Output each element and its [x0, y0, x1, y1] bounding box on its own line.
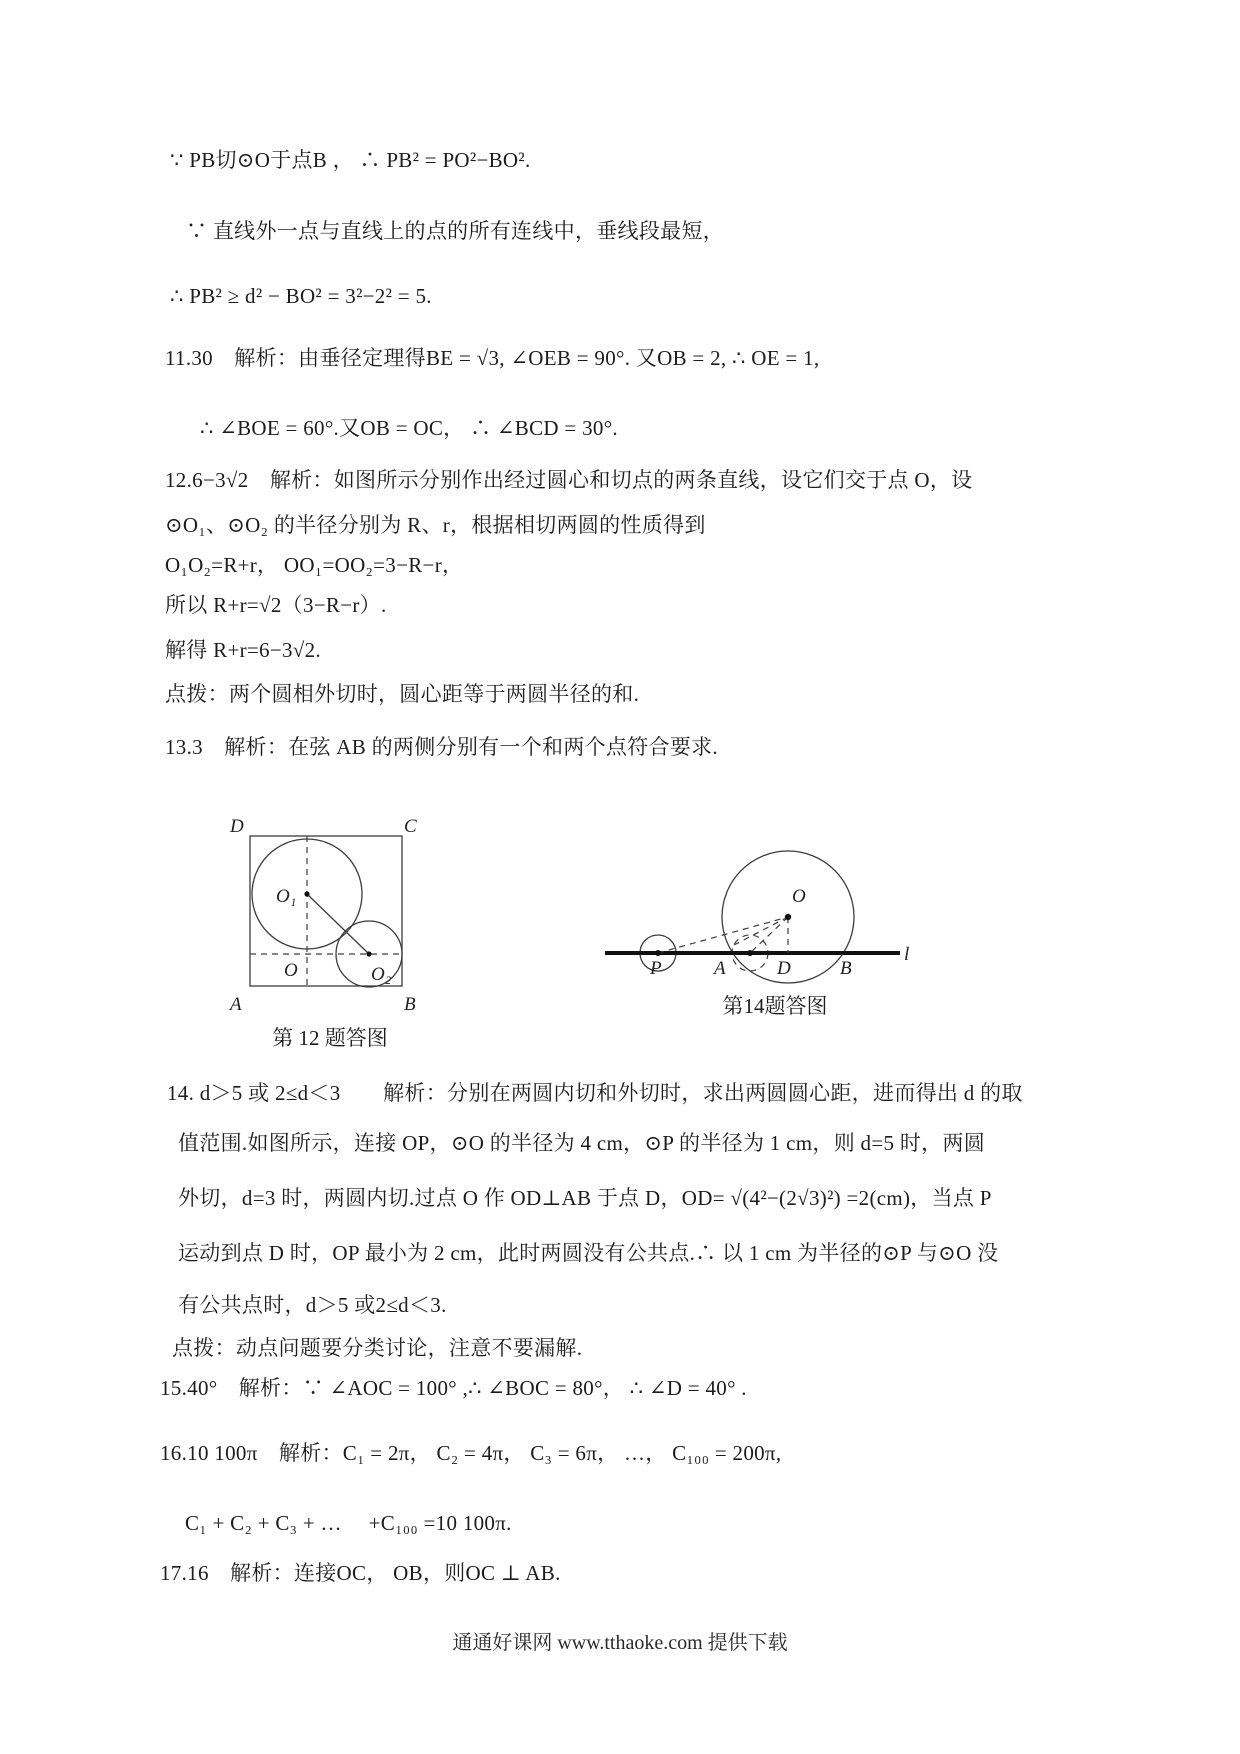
label-O: O	[284, 960, 298, 981]
label-A: A	[230, 994, 242, 1015]
solution-line-11b: ∴ ∠BOE = 60°.又OB = OC， ∴ ∠BCD = 30°.	[200, 416, 618, 440]
figure14-caption: 第14题答图	[722, 994, 828, 1018]
label-D: D	[777, 958, 791, 979]
solution-line-12c: O₁O₂=R+r， OO₁=OO₂=3−R−r，	[165, 553, 464, 577]
solution-line-14e: 有公共点时，d＞5 或2≤d＜3.	[178, 1293, 447, 1317]
label-l: l	[904, 944, 910, 965]
solution-line-12b: ⊙O₁、⊙O₂ 的半径分别为 R、r，根据相切两圆的性质得到	[165, 513, 706, 537]
solution-line-10b: ∵ PB切⊙O于点B ， ∴ PB² = PO²−BO².	[170, 148, 531, 172]
point-P-moved	[747, 950, 753, 956]
solution-line-12d: 所以 R+r=√2（3−R−r）.	[165, 593, 387, 617]
solution-line-16b: C₁ + C₂ + C₃ + … +C₁₀₀ =10 100π.	[185, 1511, 512, 1535]
figure-problem14	[570, 838, 930, 988]
solution-line-14f: 点拨：动点问题要分类讨论，注意不要漏解.	[172, 1336, 583, 1360]
point-O1	[304, 891, 309, 896]
point-P	[655, 950, 661, 956]
label-D: D	[230, 816, 244, 837]
solution-line-12a: 12.6−3√2 解析：如图所示分别作出经过圆心和切点的两条直线，设它们交于点 O，设	[165, 468, 973, 492]
solution-line-12f: 点拨：两个圆相外切时，圆心距等于两圆半径的和.	[165, 682, 640, 706]
figure-problem12	[180, 812, 440, 1022]
solution-line-17: 17.16 解析：连接OC， OB，则OC ⊥ AB.	[160, 1561, 561, 1585]
figure12-caption: 第 12 题答图	[272, 1026, 388, 1050]
label-O1: O₁	[276, 886, 297, 907]
label-P: P	[650, 958, 662, 979]
label-C: C	[404, 816, 417, 837]
label-O: O	[792, 886, 806, 907]
solution-line-10c: ∵ 直线外一点与直线上的点的所有连线中，垂线段最短，	[186, 219, 725, 243]
solution-line-12e: 解得 R+r=6−3√2.	[165, 638, 321, 662]
point-O	[785, 914, 791, 920]
point-O2	[366, 951, 371, 956]
dashed-O-to-circle-edge	[734, 917, 788, 945]
label-B: B	[840, 958, 852, 979]
label-O2: O₂	[371, 964, 392, 985]
solution-line-14c: 外切，d=3 时，两圆内切.过点 O 作 OD⊥AB 于点 D，OD= √(4²−(2√3)²) =2(cm)，当点 P	[178, 1186, 992, 1210]
solution-line-14a: 14. d＞5 或 2≤d＜3 解析：分别在两圆内切和外切时，求出两圆圆心距，进而得出 d 的取	[167, 1081, 1023, 1105]
solution-line-14b: 值范围.如图所示，连接 OP，⊙O 的半径为 4 cm，⊙P 的半径为 1 cm，则 d=5 时，两圆	[178, 1131, 986, 1155]
solution-line-14d: 运动到点 D 时，OP 最小为 2 cm，此时两圆没有公共点.∴ 以 1 cm 为半径的⊙P 与⊙O 没	[178, 1241, 999, 1265]
solution-line-16a: 16.10 100π 解析：C₁ = 2π， C₂ = 4π， C₃ = 6π， …， C₁₀₀ = 200π,	[160, 1441, 782, 1465]
page-footer: 通通好课网 www.tthaoke.com 提供下载	[452, 1632, 788, 1654]
label-B: B	[404, 994, 416, 1015]
label-A: A	[714, 958, 726, 979]
segment-O1O2	[307, 894, 369, 954]
solution-line-11a: 11.30 解析：由垂径定理得BE = √3, ∠OEB = 90°. 又OB = 2, ∴ OE = 1,	[165, 346, 820, 370]
solution-line-15: 15.40° 解析：∵ ∠AOC = 100° ,∴ ∠BOC = 80°， ∴ ∠D = 40° .	[160, 1376, 747, 1400]
solution-line-10d: ∴ PB² ≥ d² − BO² = 3²−2² = 5.	[170, 284, 432, 308]
solution-line-13: 13.3 解析：在弦 AB 的两侧分别有一个和两个点符合要求.	[165, 735, 718, 759]
